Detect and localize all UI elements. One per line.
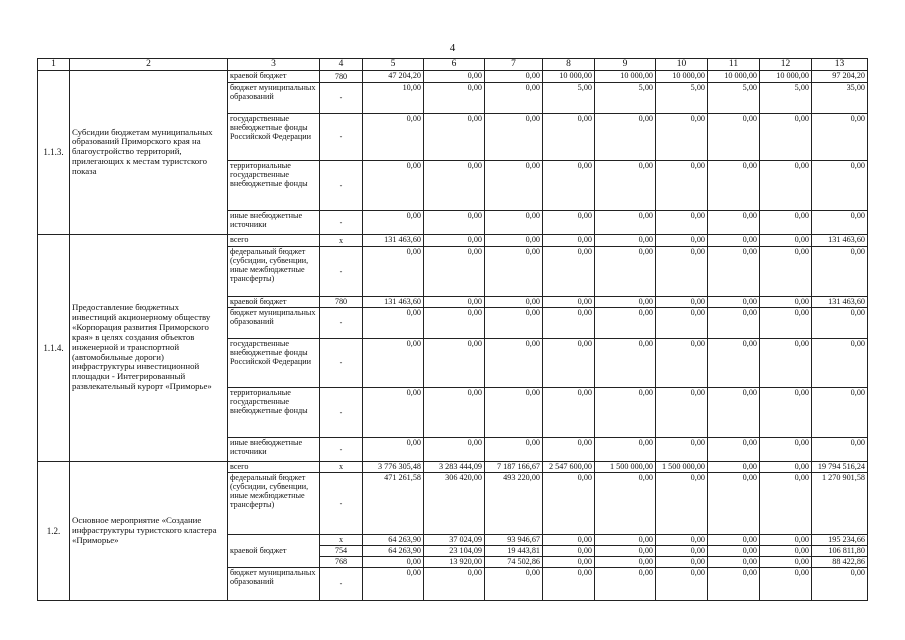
value-cell: 0,00 [543, 113, 595, 160]
value-cell: 10 000,00 [595, 70, 656, 82]
value-cell: 0,00 [760, 437, 812, 461]
code-cell: - [320, 246, 363, 296]
value-cell: 0,00 [760, 246, 812, 296]
code-cell: 780 [320, 70, 363, 82]
value-cell: 5,00 [760, 82, 812, 113]
header-cell: 8 [543, 59, 595, 71]
header-cell: 3 [228, 59, 320, 71]
value-cell: 0,00 [485, 160, 543, 210]
funding-source: всего [228, 234, 320, 246]
table-row [38, 234, 868, 246]
value-cell: 0,00 [595, 556, 656, 567]
value-cell: 0,00 [543, 246, 595, 296]
value-cell: 0,00 [656, 160, 708, 210]
table-row [38, 461, 868, 472]
value-cell: 0,00 [595, 437, 656, 461]
code-cell: - [320, 338, 363, 387]
value-cell: 0,00 [543, 160, 595, 210]
value-cell: 0,00 [363, 113, 424, 160]
section-title: Предоставление бюджетных инвестиций акционерному обществу «Корпорация развития Приморского края» в целях создания объектов инженерной и транспортной (автомобильные дороги) инфраструктуры инвестиционной площадки - Интегрированный развлекательный курорт «Приморье» [70, 234, 228, 461]
value-cell: 0,00 [424, 296, 485, 307]
value-cell: 10 000,00 [543, 70, 595, 82]
funding-source: федеральный бюджет (субсидии, субвенции, иные межбюджетные трансферты) [228, 472, 320, 534]
header-cell: 2 [70, 59, 228, 71]
value-cell: 0,00 [595, 296, 656, 307]
value-cell: 0,00 [363, 160, 424, 210]
value-cell: 0,00 [543, 210, 595, 234]
value-cell: 0,00 [543, 472, 595, 534]
value-cell: 0,00 [760, 534, 812, 545]
value-cell: 19 794 516,24 [812, 461, 868, 472]
funding-source: иные внебюджетные источники [228, 210, 320, 234]
value-cell: 0,00 [708, 338, 760, 387]
value-cell: 0,00 [485, 82, 543, 113]
header-cell: 1 [38, 59, 70, 71]
code-cell: x [320, 534, 363, 545]
value-cell: 0,00 [543, 234, 595, 246]
value-cell: 1 500 000,00 [656, 461, 708, 472]
value-cell: 0,00 [424, 567, 485, 600]
value-cell: 0,00 [760, 545, 812, 556]
value-cell: 0,00 [812, 387, 868, 437]
value-cell: 0,00 [363, 437, 424, 461]
value-cell: 0,00 [424, 82, 485, 113]
header-cell: 4 [320, 59, 363, 71]
value-cell: 0,00 [543, 296, 595, 307]
value-cell: 0,00 [595, 210, 656, 234]
funding-source: краевой бюджет [228, 534, 320, 567]
value-cell: 0,00 [708, 246, 760, 296]
value-cell: 0,00 [424, 387, 485, 437]
value-cell: 0,00 [760, 556, 812, 567]
value-cell: 0,00 [708, 210, 760, 234]
value-cell: 74 502,86 [485, 556, 543, 567]
value-cell: 0,00 [656, 234, 708, 246]
value-cell: 0,00 [708, 307, 760, 338]
value-cell: 0,00 [656, 567, 708, 600]
code-cell: - [320, 307, 363, 338]
value-cell: 0,00 [424, 307, 485, 338]
value-cell: 0,00 [760, 387, 812, 437]
value-cell: 0,00 [656, 307, 708, 338]
value-cell: 2 547 600,00 [543, 461, 595, 472]
value-cell: 0,00 [595, 338, 656, 387]
value-cell: 0,00 [424, 437, 485, 461]
value-cell: 0,00 [543, 338, 595, 387]
value-cell: 0,00 [708, 113, 760, 160]
value-cell: 0,00 [595, 387, 656, 437]
value-cell: 0,00 [595, 113, 656, 160]
value-cell: 0,00 [708, 472, 760, 534]
value-cell: 0,00 [363, 556, 424, 567]
value-cell: 35,00 [812, 82, 868, 113]
value-cell: 0,00 [760, 307, 812, 338]
section-code: 1.1.4. [38, 234, 70, 461]
value-cell: 93 946,67 [485, 534, 543, 545]
funding-source: территориальные государственные внебюджетные фонды [228, 387, 320, 437]
header-row [38, 59, 868, 71]
value-cell: 0,00 [595, 246, 656, 296]
value-cell: 0,00 [812, 113, 868, 160]
value-cell: 0,00 [543, 437, 595, 461]
value-cell: 5,00 [656, 82, 708, 113]
value-cell: 471 261,58 [363, 472, 424, 534]
value-cell: 0,00 [485, 338, 543, 387]
value-cell: 0,00 [656, 556, 708, 567]
code-cell: - [320, 387, 363, 437]
value-cell: 493 220,00 [485, 472, 543, 534]
page-number: 4 [449, 42, 456, 54]
value-cell: 0,00 [543, 307, 595, 338]
value-cell: 131 463,60 [363, 234, 424, 246]
value-cell: 0,00 [656, 113, 708, 160]
value-cell: 0,00 [424, 246, 485, 296]
value-cell: 0,00 [812, 246, 868, 296]
value-cell: 0,00 [708, 545, 760, 556]
value-cell: 0,00 [595, 567, 656, 600]
value-cell: 10 000,00 [760, 70, 812, 82]
header-cell: 10 [656, 59, 708, 71]
value-cell: 0,00 [656, 534, 708, 545]
value-cell: 0,00 [485, 307, 543, 338]
section-code: 1.2. [38, 461, 70, 600]
value-cell: 0,00 [485, 210, 543, 234]
value-cell: 0,00 [656, 545, 708, 556]
value-cell: 64 263,90 [363, 534, 424, 545]
value-cell: 1 270 901,58 [812, 472, 868, 534]
value-cell: 0,00 [595, 234, 656, 246]
value-cell: 0,00 [760, 472, 812, 534]
value-cell: 0,00 [656, 338, 708, 387]
code-cell: - [320, 160, 363, 210]
value-cell: 0,00 [812, 437, 868, 461]
value-cell: 0,00 [485, 387, 543, 437]
value-cell: 0,00 [595, 160, 656, 210]
value-cell: 0,00 [760, 296, 812, 307]
funding-source: краевой бюджет [228, 70, 320, 82]
value-cell: 0,00 [656, 246, 708, 296]
value-cell: 1 500 000,00 [595, 461, 656, 472]
value-cell: 0,00 [760, 338, 812, 387]
code-cell: - [320, 437, 363, 461]
funding-source: государственные внебюджетные фонды Российской Федерации [228, 113, 320, 160]
value-cell: 0,00 [708, 160, 760, 210]
value-cell: 47 204,20 [363, 70, 424, 82]
value-cell: 131 463,60 [812, 234, 868, 246]
value-cell: 97 204,20 [812, 70, 868, 82]
funding-source: бюджет муниципальных образований [228, 307, 320, 338]
header-cell: 5 [363, 59, 424, 71]
value-cell: 0,00 [485, 113, 543, 160]
value-cell: 0,00 [543, 387, 595, 437]
value-cell: 0,00 [760, 567, 812, 600]
value-cell: 0,00 [708, 437, 760, 461]
value-cell: 3 776 305,48 [363, 461, 424, 472]
value-cell: 0,00 [812, 338, 868, 387]
value-cell: 64 263,90 [363, 545, 424, 556]
value-cell: 0,00 [708, 234, 760, 246]
value-cell: 10,00 [363, 82, 424, 113]
value-cell: 5,00 [708, 82, 760, 113]
value-cell: 0,00 [424, 70, 485, 82]
header-cell: 6 [424, 59, 485, 71]
funding-source: территориальные государственные внебюджетные фонды [228, 160, 320, 210]
code-cell: x [320, 461, 363, 472]
value-cell: 0,00 [363, 387, 424, 437]
value-cell: 0,00 [363, 307, 424, 338]
value-cell: 7 187 166,67 [485, 461, 543, 472]
value-cell: 0,00 [656, 296, 708, 307]
value-cell: 37 024,09 [424, 534, 485, 545]
value-cell: 131 463,60 [363, 296, 424, 307]
code-cell: - [320, 472, 363, 534]
section-code: 1.1.3. [38, 70, 70, 234]
value-cell: 0,00 [595, 472, 656, 534]
value-cell: 0,00 [595, 545, 656, 556]
header-cell: 12 [760, 59, 812, 71]
value-cell: 0,00 [708, 567, 760, 600]
value-cell: 0,00 [656, 472, 708, 534]
value-cell: 0,00 [424, 160, 485, 210]
value-cell: 0,00 [760, 113, 812, 160]
value-cell: 5,00 [595, 82, 656, 113]
value-cell: 10 000,00 [708, 70, 760, 82]
value-cell: 0,00 [656, 387, 708, 437]
value-cell: 195 234,66 [812, 534, 868, 545]
funding-source: федеральный бюджет (субсидии, субвенции, иные межбюджетные трансферты) [228, 246, 320, 296]
value-cell: 0,00 [485, 437, 543, 461]
value-cell: 0,00 [708, 296, 760, 307]
value-cell: 306 420,00 [424, 472, 485, 534]
section-title: Основное мероприятие «Создание инфраструктуры туристского кластера «Приморье» [70, 461, 228, 600]
code-cell: - [320, 113, 363, 160]
value-cell: 0,00 [485, 246, 543, 296]
value-cell: 3 283 444,09 [424, 461, 485, 472]
value-cell: 0,00 [485, 70, 543, 82]
funding-source: бюджет муниципальных образований [228, 82, 320, 113]
value-cell: 0,00 [595, 307, 656, 338]
table-row [38, 70, 868, 82]
value-cell: 5,00 [543, 82, 595, 113]
value-cell: 88 422,86 [812, 556, 868, 567]
value-cell: 0,00 [760, 160, 812, 210]
value-cell: 0,00 [363, 210, 424, 234]
code-cell: x [320, 234, 363, 246]
value-cell: 0,00 [760, 234, 812, 246]
value-cell: 0,00 [656, 437, 708, 461]
code-cell: 754 [320, 545, 363, 556]
value-cell: 0,00 [485, 234, 543, 246]
value-cell: 0,00 [760, 461, 812, 472]
header-cell: 7 [485, 59, 543, 71]
value-cell: 0,00 [424, 210, 485, 234]
section-title: Субсидии бюджетам муниципальных образований Приморского края на благоустройство территорий, прилегающих к местам туристского показа [70, 70, 228, 234]
value-cell: 23 104,09 [424, 545, 485, 556]
value-cell: 10 000,00 [656, 70, 708, 82]
value-cell: 0,00 [543, 545, 595, 556]
value-cell: 0,00 [812, 307, 868, 338]
value-cell: 0,00 [485, 296, 543, 307]
value-cell: 0,00 [543, 534, 595, 545]
value-cell: 13 920,00 [424, 556, 485, 567]
value-cell: 131 463,60 [812, 296, 868, 307]
funding-source: краевой бюджет [228, 296, 320, 307]
value-cell: 0,00 [656, 210, 708, 234]
value-cell: 0,00 [485, 567, 543, 600]
value-cell: 0,00 [363, 567, 424, 600]
value-cell: 0,00 [812, 160, 868, 210]
value-cell: 0,00 [363, 338, 424, 387]
header-cell: 9 [595, 59, 656, 71]
value-cell: 0,00 [812, 567, 868, 600]
header-cell: 11 [708, 59, 760, 71]
value-cell: 0,00 [543, 556, 595, 567]
code-cell: - [320, 567, 363, 600]
value-cell: 0,00 [595, 534, 656, 545]
code-cell: - [320, 210, 363, 234]
value-cell: 19 443,81 [485, 545, 543, 556]
code-cell: - [320, 82, 363, 113]
funding-source: иные внебюджетные источники [228, 437, 320, 461]
value-cell: 0,00 [812, 210, 868, 234]
value-cell: 0,00 [543, 567, 595, 600]
value-cell: 106 811,80 [812, 545, 868, 556]
value-cell: 0,00 [708, 461, 760, 472]
funding-source: государственные внебюджетные фонды Российской Федерации [228, 338, 320, 387]
value-cell: 0,00 [363, 246, 424, 296]
code-cell: 780 [320, 296, 363, 307]
value-cell: 0,00 [708, 556, 760, 567]
code-cell: 768 [320, 556, 363, 567]
header-cell: 13 [812, 59, 868, 71]
value-cell: 0,00 [424, 234, 485, 246]
funding-source: всего [228, 461, 320, 472]
value-cell: 0,00 [708, 387, 760, 437]
budget-table [37, 58, 868, 601]
value-cell: 0,00 [708, 534, 760, 545]
value-cell: 0,00 [424, 338, 485, 387]
value-cell: 0,00 [760, 210, 812, 234]
funding-source: бюджет муниципальных образований [228, 567, 320, 600]
value-cell: 0,00 [424, 113, 485, 160]
